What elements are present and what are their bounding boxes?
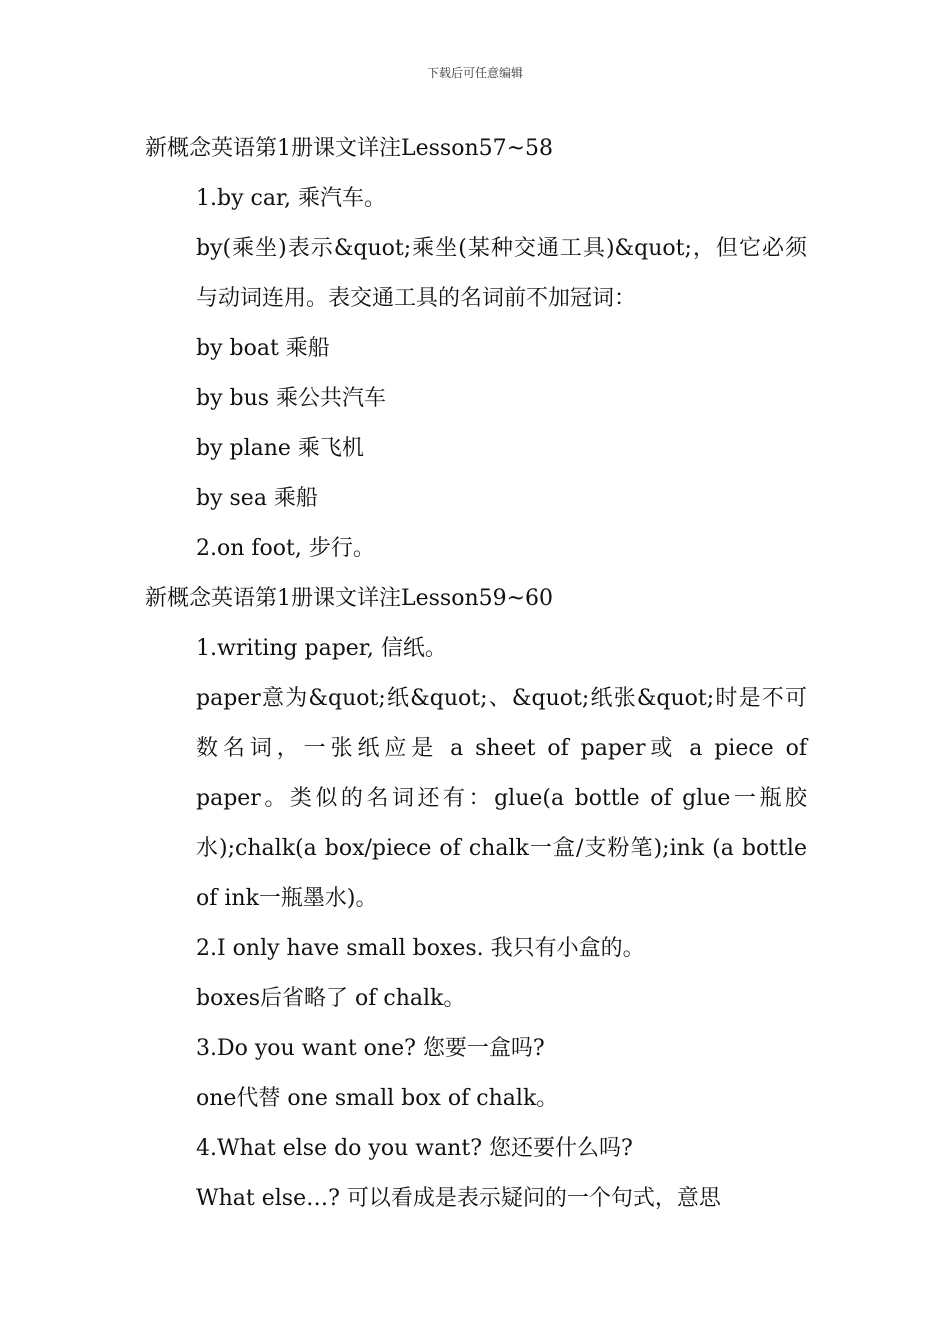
example-item: by plane 乘飞机 xyxy=(196,436,364,461)
note: boxes后省略了 of chalk。 xyxy=(196,986,466,1011)
section-title: 新概念英语第1册课文详注Lesson57~58 xyxy=(145,136,554,161)
example-item: by boat 乘船 xyxy=(196,336,330,361)
example-item: by bus 乘公共汽车 xyxy=(196,386,387,411)
list-item: 3.Do you want one? 您要一盒吗? xyxy=(196,1036,545,1061)
list-item: 1.by car, 乘汽车。 xyxy=(196,186,387,211)
paragraph: paper意为&quot;纸&quot;、&quot;纸张&quot;时是不可数名词，一张纸应是 a sheet of paper或 a piece of paper。类似的名词还有：glue(a bottle of glue一瓶胶水);chalk(a box/piece of chalk一盒/支粉笔);ink (a bottle of ink一瓶墨水)。 xyxy=(196,686,814,911)
paragraph: by(乘坐)表示&quot;乘坐(某种交通工具)&quot;，但它必须与动词连用。表交通工具的名词前不加冠词： xyxy=(196,236,807,311)
note: What else…? 可以看成是表示疑问的一个句式，意思 xyxy=(196,1186,721,1211)
document-body xyxy=(145,124,814,1224)
example-item: by sea 乘船 xyxy=(196,486,318,511)
list-item: 1.writing paper, 信纸。 xyxy=(196,636,447,661)
list-item: 2.I only have small boxes. 我只有小盒的。 xyxy=(196,936,645,961)
section-title: 新概念英语第1册课文详注Lesson59~60 xyxy=(145,586,554,611)
list-item: 2.on foot, 步行。 xyxy=(196,536,375,561)
page-header: 下载后可任意编辑 xyxy=(426,66,523,80)
list-item: 4.What else do you want? 您还要什么吗? xyxy=(196,1136,633,1161)
note: one代替 one small box of chalk。 xyxy=(196,1086,559,1111)
